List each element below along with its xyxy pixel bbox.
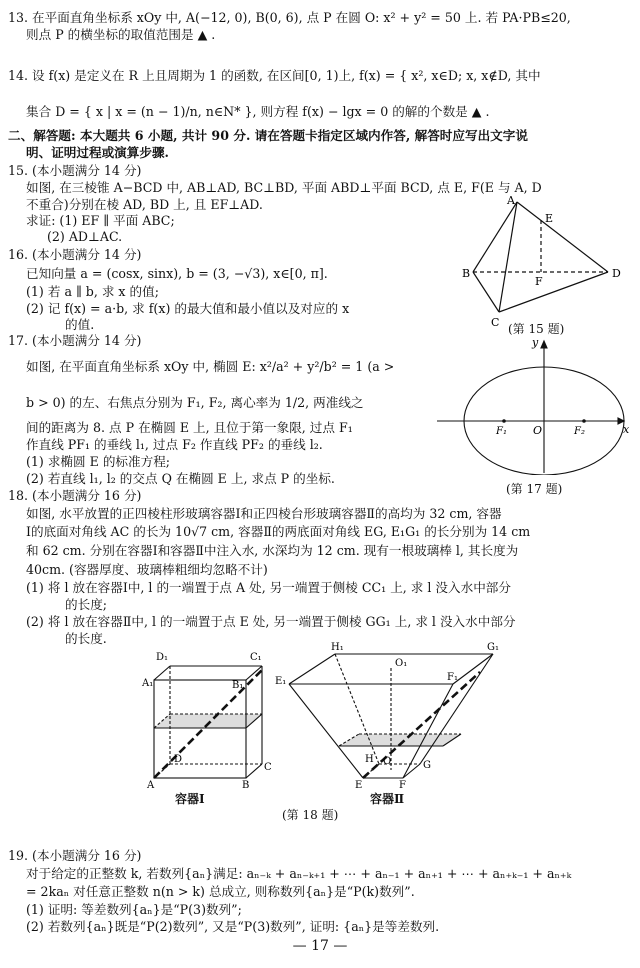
text-line: (1) 将 l 放在容器Ⅰ中, l 的一端置于点 A 处, 另一端置于侧棱 CC₁ 上, 求 l 没入水中部分 [26, 580, 511, 595]
text-line: = 2kaₙ 对任意正整数 n(n > k) 总成立, 则称数列{aₙ}是“P(k)数列”. [26, 884, 415, 899]
text-line: 二、解答题: 本大题共 6 小题, 共计 90 分. 请在答题卡指定区域内作答, 解答时应写出文字说 [8, 128, 528, 143]
label-E1: E₁ [275, 676, 287, 687]
text-line: 40cm. (容器厚度、玻璃棒粗细均忽略不计) [26, 562, 268, 577]
text-line: Ⅰ的底面对角线 AC 的长为 10√7 cm, 容器Ⅱ的两底面对角线 EG, E₁G₁ 的长分别为 14 cm [26, 524, 531, 539]
text-line: 间的距离为 8. 点 P 在椭圆 E 上, 且位于第一象限, 过点 F₁ [26, 420, 353, 435]
text-line: 19. (本小题满分 16 分) [8, 848, 142, 863]
label-G: G [423, 760, 431, 771]
text-line: 不重合)分别在棱 AD, BD 上, 且 EF⊥AD. [26, 197, 263, 212]
label-C: C [264, 762, 272, 773]
label-x: x [623, 423, 630, 436]
text-line: 则点 P 的横坐标的取值范围是 ▲ . [26, 27, 216, 42]
label-G1: G₁ [487, 642, 499, 653]
label-y: y [532, 336, 539, 349]
text-line: 13. 在平面直角坐标系 xOy 中, A(−12, 0), B(0, 6), 点 P 在圆 O: x² + y² = 50 上. 若 PA·PB≤20, [8, 10, 571, 25]
text-line: (2) AD⊥AC. [47, 229, 123, 244]
label-O1: O₁ [395, 658, 408, 669]
figure-17-ellipse [432, 335, 632, 475]
text-line: 17. (本小题满分 14 分) [8, 333, 142, 348]
label-E: E [355, 780, 363, 790]
label-B: B [462, 267, 471, 280]
text-line: 18. (本小题满分 16 分) [8, 488, 142, 503]
text-line: 如图, 在三棱锥 A−BCD 中, AB⊥AD, BC⊥BD, 平面 ABD⊥平面 BCD, 点 E, F(E 与 A, D [26, 180, 542, 195]
text-line: (1) 证明: 等差数列{aₙ}是“P(3)数列”; [26, 902, 242, 917]
figure-18-container-1 [140, 640, 275, 790]
text-line: 的值. [65, 317, 95, 332]
label-B1: B₁ [232, 680, 244, 691]
label-A: A [147, 780, 155, 790]
label-D: D [174, 754, 183, 765]
label-F: F [535, 275, 543, 288]
label-E: E [545, 212, 554, 225]
text-line: 14. 设 f(x) 是定义在 R 上且周期为 1 的函数, 在区间[0, 1)上, f(x) = { x², x∈D; x, x∉D, 其中 [8, 68, 541, 83]
text-line: 如图, 水平放置的正四棱柱形玻璃容器Ⅰ和正四棱台形玻璃容器Ⅱ的高均为 32 cm, 容器 [26, 506, 502, 521]
label-H: H [365, 754, 374, 765]
container-2-caption: 容器Ⅱ [370, 792, 405, 806]
figure-15-tetrahedron [455, 192, 630, 330]
label-A: A [507, 194, 515, 207]
label-F1: F₁ [496, 426, 507, 437]
text-line: 16. (本小题满分 14 分) [8, 247, 142, 262]
label-F1: F₁ [447, 672, 458, 683]
text-line: 已知向量 a = (cosx, sinx), b = (3, −√3), x∈[0, π]. [26, 266, 328, 281]
label-A1: A₁ [142, 678, 154, 689]
text-line: 明、证明过程或演算步骤. [26, 145, 169, 160]
text-line: 对于给定的正整数 k, 若数列{aₙ}满足: aₙ₋ₖ + aₙ₋ₖ₊₁ + ⋯ + aₙ₋₁ + aₙ₊₁ + ⋯ + aₙ₊ₖ₋₁ + aₙ₊ₖ [26, 866, 572, 881]
text-line: 的长度. [65, 631, 107, 646]
label-H1: H₁ [331, 642, 344, 653]
text-line: (2) 记 f(x) = a·b, 求 f(x) 的最大值和最小值以及对应的 x [26, 301, 350, 316]
figure-15-caption: (第 15 题) [508, 322, 565, 336]
text-line: 求证: (1) EF ∥ 平面 ABC; [26, 213, 175, 228]
page-number: — 17 — [292, 938, 348, 954]
label-D1: D₁ [156, 652, 169, 663]
label-C1: C₁ [250, 652, 262, 663]
text-line: (1) 若 a ∥ b, 求 x 的值; [26, 284, 159, 299]
text-line: 的长度; [65, 597, 108, 612]
container-1-caption: 容器Ⅰ [175, 792, 205, 806]
text-line: (2) 将 l 放在容器Ⅱ中, l 的一端置于点 E 处, 另一端置于侧棱 GG₁ 上, 求 l 没入水中部分 [26, 614, 516, 629]
text-line: (2) 若直线 l₁, l₂ 的交点 Q 在椭圆 E 上, 求点 P 的坐标. [26, 471, 335, 486]
figure-18-container-2 [275, 640, 515, 790]
label-D: D [612, 267, 621, 280]
label-O: O [383, 756, 392, 767]
text-line: b > 0) 的左、右焦点分别为 F₁, F₂, 离心率为 1/2, 两准线之 [26, 395, 364, 410]
figure-17-caption: (第 17 题) [506, 482, 563, 496]
label-C: C [491, 316, 500, 329]
text-line: (2) 若数列{aₙ}既是“P(2)数列”, 又是“P(3)数列”, 证明: {aₙ}是等差数列. [26, 919, 440, 934]
figure-18-caption: (第 18 题) [282, 808, 339, 822]
label-O: O [533, 424, 543, 437]
label-F: F [399, 780, 406, 790]
label-F2: F₂ [574, 426, 585, 437]
text-line: (1) 求椭圆 E 的标准方程; [26, 454, 171, 469]
label-B: B [242, 780, 250, 790]
text-line: 15. (本小题满分 14 分) [8, 163, 142, 178]
text-line: 集合 D = { x | x = (n − 1)/n, n∈N* }, 则方程 f(x) − lgx = 0 的解的个数是 ▲ . [26, 104, 490, 119]
text-line: 作直线 PF₁ 的垂线 l₁, 过点 F₂ 作直线 PF₂ 的垂线 l₂. [26, 437, 323, 452]
text-line: 如图, 在平面直角坐标系 xOy 中, 椭圆 E: x²/a² + y²/b² = 1 (a > [26, 359, 395, 374]
text-line: 和 62 cm. 分别在容器Ⅰ和容器Ⅱ中注入水, 水深均为 12 cm. 现有一根玻璃棒 l, 其长度为 [26, 543, 519, 558]
